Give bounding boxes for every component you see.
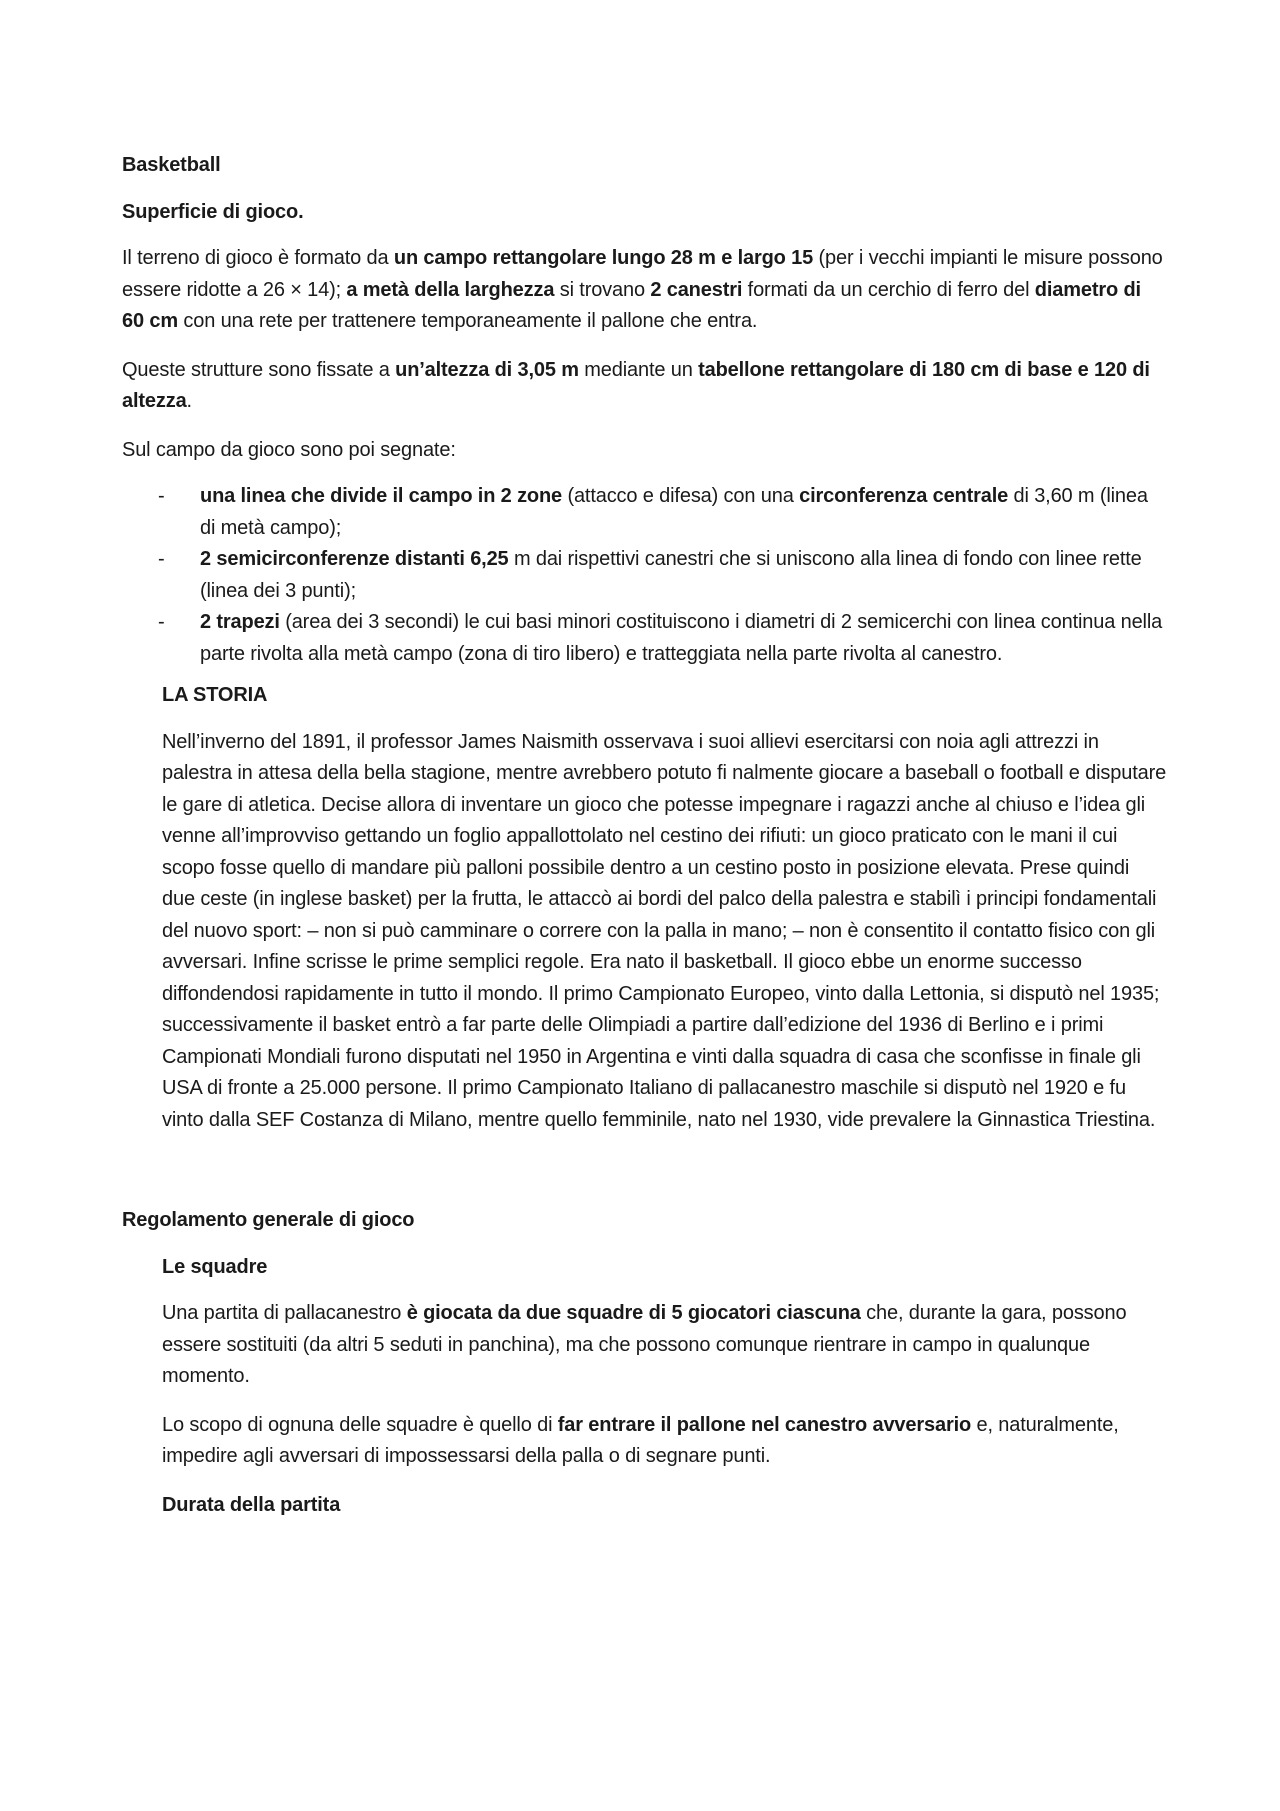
list-item: - 2 trapezi (area dei 3 secondi) le cui basi minori costituiscono i diametri di 2 semicerchi con linea continua nella parte rivolta alla metà campo (zona di tiro libero) e tratteggiata nella parte rivolta al canestro. <box>200 607 1167 670</box>
spacer <box>122 1153 1167 1205</box>
document-page <box>122 150 1167 1536</box>
field-markings-list <box>122 481 1167 670</box>
list-item: - una linea che divide il campo in 2 zone (attacco e difesa) con una circonferenza centrale di 3,60 m (linea di metà campo); <box>200 481 1167 544</box>
section-heading-storia: LA STORIA <box>162 684 268 706</box>
list-item: - 2 semicirconferenze distanti 6,25 m dai rispettivi canestri che si uniscono alla linea di fondo con linee rette (linea dei 3 punti); <box>200 544 1167 607</box>
paragraph-segnate: Sul campo da gioco sono poi segnate: <box>122 438 456 461</box>
paragraph-storia: Nell’inverno del 1891, il professor James Naismith osservava i suoi allievi esercitarsi con noia agli attrezzi in palestra in attesa della bella stagione, mentre avrebbero potuto fi nalmente giocare a baseball o football e disputare le gare di atletica. Decise allora di inventare un gioco che potesse impegnare i ragazzi anche al chiuso e l’idea gli venne all’improvviso gettando un foglio appallottolato nel cestino dei rifiuti: un gioco praticato con le mani il cui scopo fosse quello di mandare più palloni possibile dentro a un cestino posto in posizione elevata. Prese quindi due ceste (in inglese basket) per la frutta, le attaccò ai bordi del palco della palestra e stabilì i principi fondamentali del nuovo sport: – non si può camminare o correre con la palla in mano; – non è consentito il contatto fisico con gli avversari. Infine scrisse le prime semplici regole. Era nato il basketball. Il gioco ebbe un enorme successo diffondendosi rapidamente in tutto il mondo. Il primo Campionato Europeo, vinto dalla Lettonia, si disputò nel 1935; successivamente il basket entrò a far parte delle Olimpiadi a partire dall’edizione del 1936 di Berlino e i primi Campionati Mondiali furono disputati nel 1950 in Argentina e vinti dalla squadra di casa che sconfisse in finale gli USA di fronte a 25.000 persone. Il primo Campionato Italiano di pallacanestro maschile si disputò nel 1920 e fu vinto dalla SEF Costanza di Milano, mentre quello femminile, nato nel 1930, vide prevalere la Ginnastica Triestina. <box>162 730 1167 1131</box>
paragraph-campo: Il terreno di gioco è formato da un campo rettangolare lungo 28 m e largo 15 (per i vecchi impianti le misure possono essere ridotte a 26 × 14); a metà della larghezza si trovano 2 canestri formati da un cerchio di ferro del diametro di 60 cm con una rete per trattenere temporaneamente il pallone che entra. <box>122 247 1163 332</box>
subheading-durata: Durata della partita <box>162 1493 341 1516</box>
section-heading-regolamento: Regolamento generale di gioco <box>122 1209 415 1231</box>
paragraph-scopo: Lo scopo di ognuna delle squadre è quello di far entrare il pallone nel canestro avversario e, naturalmente, impedire agli avversari di impossessarsi della palla o di segnare punti. <box>162 1413 1119 1467</box>
document-title: Basketball <box>122 154 221 176</box>
subheading-squadre: Le squadre <box>162 1255 268 1278</box>
section-heading-superficie: Superficie di gioco. <box>122 200 304 223</box>
paragraph-squadre: Una partita di pallacanestro è giocata da due squadre di 5 giocatori ciascuna che, durante la gara, possono essere sostituiti (da altri 5 seduti in panchina), ma che possono comunque rientrare in campo in qualunque momento. <box>162 1302 1127 1387</box>
paragraph-strutture: Queste strutture sono fissate a un’altezza di 3,05 m mediante un tabellone rettangolare di 180 cm di base e 120 di altezza. <box>122 358 1150 412</box>
